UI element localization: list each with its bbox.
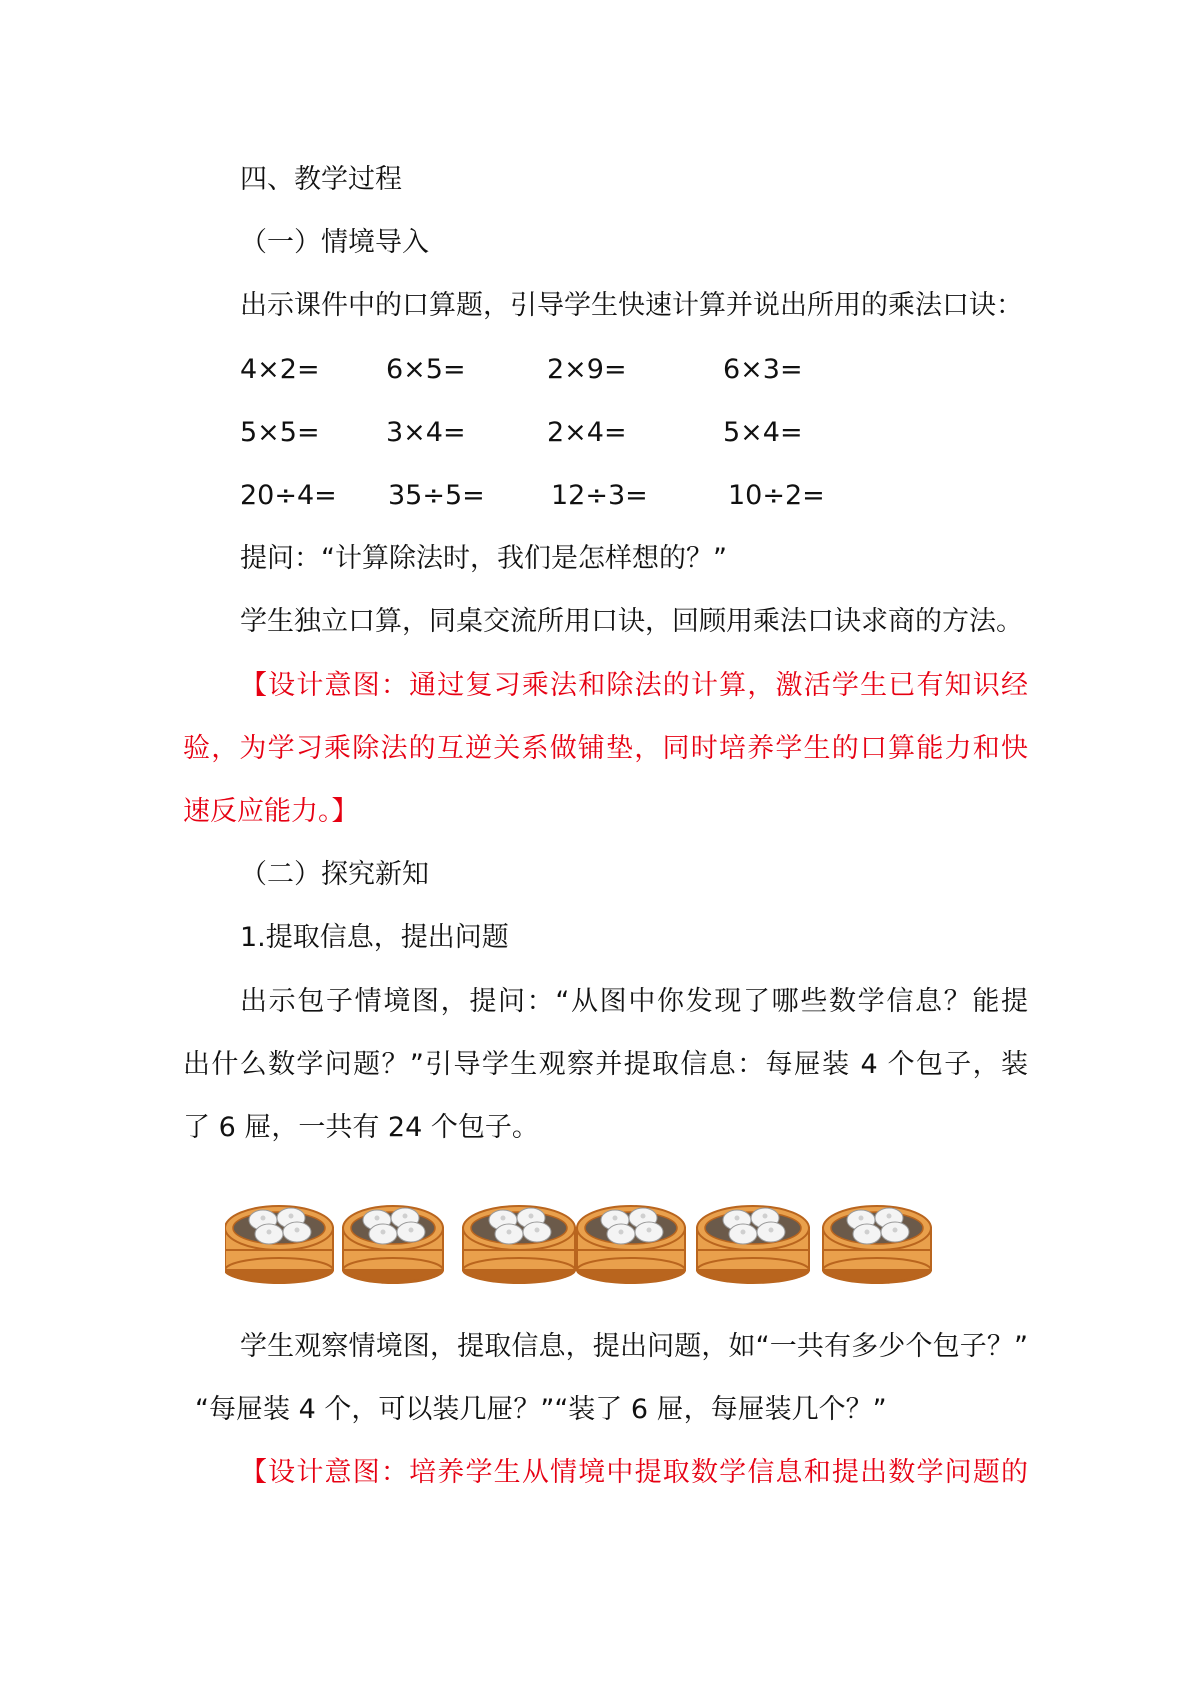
item-heading: 1.提取信息，提出问题 <box>240 922 509 953</box>
steamer-basket <box>823 1206 931 1284</box>
steamer-basket <box>577 1206 685 1284</box>
steamer-illustration <box>225 1188 975 1288</box>
scenario-paragraph-line: 出什么数学问题？”引导学生观察并提取信息：每屉装 4 个包子，装 <box>183 1049 1028 1080</box>
calc-cell: 6×3= <box>723 354 803 385</box>
design-intent-line: 速反应能力。】 <box>183 796 359 827</box>
calc-cell: 5×4= <box>723 417 803 448</box>
student-activity-paragraph: 学生独立口算，同桌交流所用口诀，回顾用乘法口诀求商的方法。 <box>240 606 1023 637</box>
student-response-line: 学生观察情境图，提取信息，提出问题，如“一共有多少个包子？” <box>240 1331 1028 1362</box>
scenario-paragraph-line: 出示包子情境图，提问：“从图中你发现了哪些数学信息？能提 <box>240 986 1028 1017</box>
calc-cell: 35÷5= <box>388 480 485 511</box>
steamer-basket <box>697 1206 809 1284</box>
calc-cell: 2×9= <box>547 354 627 385</box>
design-intent-line: 【设计意图：通过复习乘法和除法的计算，激活学生已有知识经 <box>240 670 1028 701</box>
calc-cell: 5×5= <box>240 417 320 448</box>
calc-cell: 3×4= <box>386 417 466 448</box>
subsection-heading-1: （一）情境导入 <box>240 227 429 258</box>
scenario-paragraph-line: 了 6 屉，一共有 24 个包子。 <box>183 1112 539 1143</box>
steamer-basket <box>463 1206 575 1284</box>
calc-cell: 2×4= <box>547 417 627 448</box>
intro-paragraph: 出示课件中的口算题，引导学生快速计算并说出所用的乘法口诀： <box>240 290 1023 321</box>
question-paragraph: 提问：“计算除法时，我们是怎样想的？” <box>240 543 727 574</box>
calc-cell: 10÷2= <box>728 480 825 511</box>
design-intent-line: 【设计意图：培养学生从情境中提取数学信息和提出数学问题的 <box>240 1457 1028 1488</box>
design-intent-line: 验，为学习乘除法的互逆关系做铺垫，同时培养学生的口算能力和快 <box>183 733 1028 764</box>
calc-cell: 6×5= <box>386 354 466 385</box>
section-heading: 四、教学过程 <box>240 164 402 195</box>
calc-cell: 4×2= <box>240 354 320 385</box>
student-response-line: “每屉装 4 个，可以装几屉？”“装了 6 屉，每屉装几个？” <box>195 1394 887 1425</box>
calc-cell: 12÷3= <box>551 480 648 511</box>
steamer-baskets-image <box>225 1188 975 1288</box>
steamer-basket <box>343 1206 443 1284</box>
steamer-basket <box>225 1206 333 1284</box>
calc-cell: 20÷4= <box>240 480 337 511</box>
subsection-heading-2: （二）探究新知 <box>240 859 429 890</box>
